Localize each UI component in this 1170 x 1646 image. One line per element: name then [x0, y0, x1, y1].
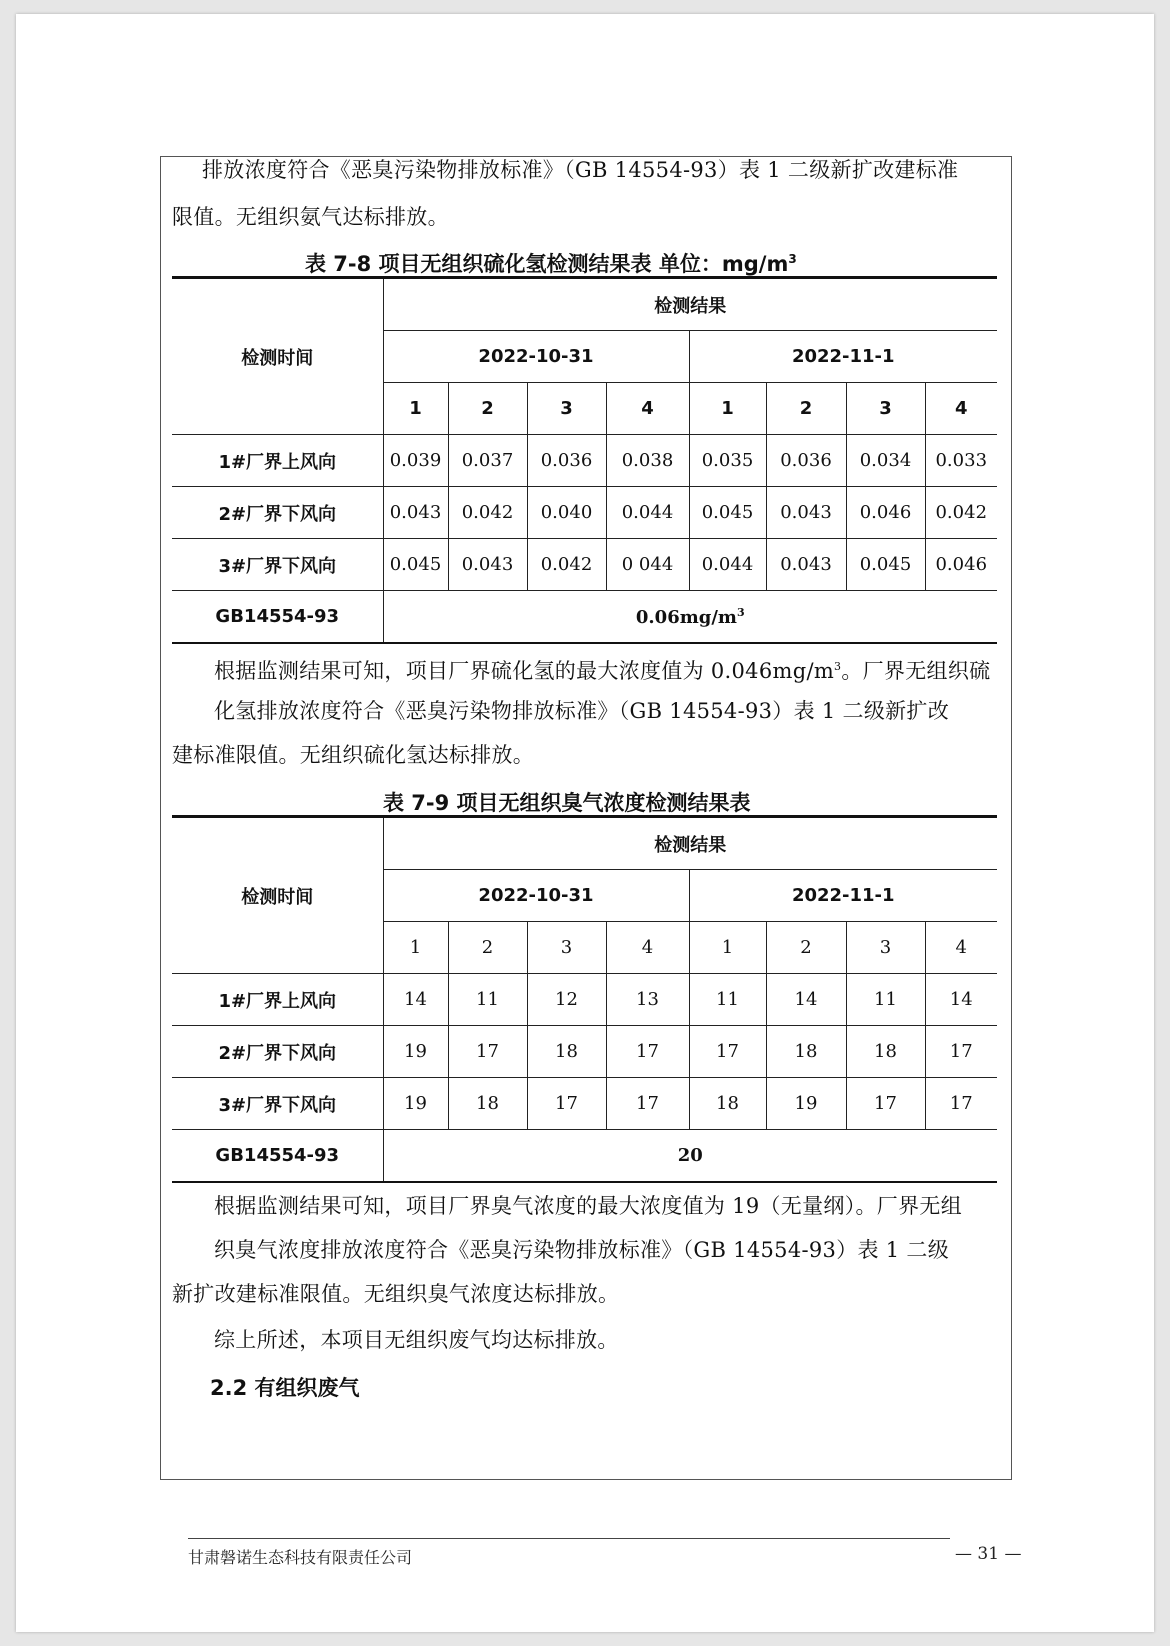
- standard-value: $0.06mg/m^3$: [383, 591, 997, 644]
- table-cell: 11: [689, 974, 766, 1026]
- table-cell: 0.036: [527, 435, 606, 487]
- table-cell: 0.035: [689, 435, 766, 487]
- paragraph-line: 综上所述，本项目无组织废气均达标排放。: [214, 1328, 619, 1352]
- table-cell: 18: [846, 1026, 925, 1078]
- row-label: 2#厂界下风向: [172, 487, 383, 539]
- table-cell: 17: [925, 1026, 997, 1078]
- table-cell: 17: [606, 1078, 689, 1130]
- row-label: 2#厂界下风向: [172, 1026, 383, 1078]
- table-cell: 0.043: [766, 487, 846, 539]
- header-index: 1: [689, 383, 766, 435]
- table-cell: 17: [448, 1026, 527, 1078]
- table-cell: 0.036: [766, 435, 846, 487]
- header-date: 2022-10-31: [383, 870, 689, 922]
- header-detection-result: 检测结果: [383, 817, 997, 870]
- table-row: [172, 1130, 997, 1183]
- table-cell: 0.045: [383, 539, 448, 591]
- table-cell: 14: [925, 974, 997, 1026]
- header-index: 1: [383, 922, 448, 974]
- paragraph-line: 限值。无组织氨气达标排放。: [172, 205, 449, 229]
- table-cell: 11: [448, 974, 527, 1026]
- header-index: 2: [766, 383, 846, 435]
- standard-label: GB14554-93: [172, 591, 383, 644]
- table-cell: 17: [925, 1078, 997, 1130]
- standard-value: 20: [383, 1130, 997, 1183]
- h2s-results-table: [172, 276, 997, 644]
- table-row: [172, 1078, 997, 1130]
- header-date: 2022-10-31: [383, 331, 689, 383]
- table-cell: 14: [766, 974, 846, 1026]
- table-row: [172, 591, 997, 644]
- table-row: [172, 1026, 997, 1078]
- section-heading: 2.2 有组织废气: [210, 1376, 360, 1400]
- table-cell: 0.038: [606, 435, 689, 487]
- header-detection-time: 检测时间: [172, 278, 383, 435]
- table-cell: 18: [448, 1078, 527, 1130]
- row-label: 1#厂界上风向: [172, 974, 383, 1026]
- table-caption: 表 7-9 项目无组织臭气浓度检测结果表: [383, 791, 751, 815]
- table-cell: 19: [766, 1078, 846, 1130]
- table-cell: 0.046: [925, 539, 997, 591]
- paragraph-line: 根据监测结果可知，项目厂界硫化氢的最大浓度值为 $0.046mg/m^3$。厂界无组织硫: [214, 659, 991, 683]
- paragraph-line: 根据监测结果可知，项目厂界臭气浓度的最大浓度值为 19（无量纲）。厂界无组: [214, 1194, 962, 1218]
- table-cell: 0.044: [689, 539, 766, 591]
- table-cell: 0.046: [846, 487, 925, 539]
- header-index: 4: [606, 922, 689, 974]
- paragraph-line: 新扩改建标准限值。无组织臭气浓度达标排放。: [172, 1282, 620, 1306]
- header-index: 2: [448, 922, 527, 974]
- footer-divider: [188, 1538, 950, 1539]
- header-index: 1: [689, 922, 766, 974]
- table-cell: 0.042: [527, 539, 606, 591]
- table-cell: 18: [527, 1026, 606, 1078]
- header-index: 3: [846, 383, 925, 435]
- table-cell: 18: [766, 1026, 846, 1078]
- header-index: 1: [383, 383, 448, 435]
- page-number: — 31 —: [955, 1544, 1022, 1564]
- table-cell: 0.042: [925, 487, 997, 539]
- table-cell: 0.034: [846, 435, 925, 487]
- table-cell: 0.042: [448, 487, 527, 539]
- table-cell: 13: [606, 974, 689, 1026]
- paragraph-line: 织臭气浓度排放浓度符合《恶臭污染物排放标准》（GB 14554-93）表 1 二级: [214, 1238, 950, 1262]
- header-index: 3: [527, 383, 606, 435]
- table-cell: 0.045: [689, 487, 766, 539]
- header-index: 2: [766, 922, 846, 974]
- table-cell: 0.043: [383, 487, 448, 539]
- paragraph-line: 化氢排放浓度符合《恶臭污染物排放标准》（GB 14554-93）表 1 二级新扩改: [214, 699, 950, 723]
- table-cell: 12: [527, 974, 606, 1026]
- table-cell: 17: [689, 1026, 766, 1078]
- header-index: 4: [925, 383, 997, 435]
- table-row: [172, 487, 997, 539]
- table-cell: 0 044: [606, 539, 689, 591]
- row-label: 3#厂界下风向: [172, 1078, 383, 1130]
- table-cell: 0.044: [606, 487, 689, 539]
- table-cell: 0.040: [527, 487, 606, 539]
- standard-label: GB14554-93: [172, 1130, 383, 1183]
- table-cell: 0.037: [448, 435, 527, 487]
- table-cell: 0.045: [846, 539, 925, 591]
- table-cell: 11: [846, 974, 925, 1026]
- footer-company: 甘肃磐诺生态科技有限责任公司: [188, 1548, 413, 1567]
- header-detection-result: 检测结果: [383, 278, 997, 331]
- paragraph-line: 建标准限值。无组织硫化氢达标排放。: [172, 743, 535, 767]
- header-index: 4: [606, 383, 689, 435]
- row-label: 1#厂界上风向: [172, 435, 383, 487]
- table-row: [172, 539, 997, 591]
- table-caption: 表 7-8 项目无组织硫化氢检测结果表 单位：$mg/m^3$: [305, 252, 797, 276]
- table-row: [172, 435, 997, 487]
- header-date: 2022-11-1: [689, 870, 997, 922]
- table-cell: 14: [383, 974, 448, 1026]
- paragraph-line: 排放浓度符合《恶臭污染物排放标准》（GB 14554-93）表 1 二级新扩改建标准: [202, 158, 959, 182]
- table-cell: 18: [689, 1078, 766, 1130]
- header-index: 3: [846, 922, 925, 974]
- table-cell: 0.033: [925, 435, 997, 487]
- table-cell: 17: [606, 1026, 689, 1078]
- table-cell: 17: [527, 1078, 606, 1130]
- table-cell: 19: [383, 1078, 448, 1130]
- header-detection-time: 检测时间: [172, 817, 383, 974]
- header-index: 4: [925, 922, 997, 974]
- table-cell: 0.043: [448, 539, 527, 591]
- header-date: 2022-11-1: [689, 331, 997, 383]
- table-cell: 0.039: [383, 435, 448, 487]
- table-row: [172, 974, 997, 1026]
- row-label: 3#厂界下风向: [172, 539, 383, 591]
- header-index: 2: [448, 383, 527, 435]
- table-cell: 17: [846, 1078, 925, 1130]
- odor-results-table: [172, 815, 997, 1183]
- table-cell: 0.043: [766, 539, 846, 591]
- header-index: 3: [527, 922, 606, 974]
- table-cell: 19: [383, 1026, 448, 1078]
